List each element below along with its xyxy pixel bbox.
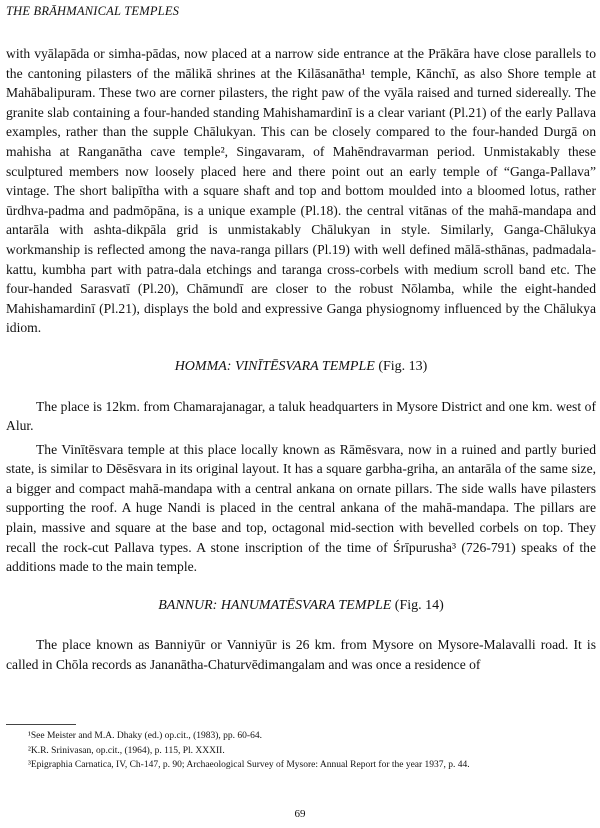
heading-bannur-ref: (Fig. 14) xyxy=(394,597,444,613)
page-number: 69 xyxy=(294,808,306,820)
heading-bannur xyxy=(6,596,596,616)
footnotes xyxy=(6,729,596,773)
footnote-divider xyxy=(6,724,76,725)
paragraph-homma-location: The place is 12km. from Chamarajanagar, a taluk headquarters in Mysore District and one km. west of Alur. xyxy=(6,398,596,434)
footnote-3: ³Epigraphia Carnatica, IV, Ch-147, p. 90; Archaeological Survey of Mysore: Annual Report for the year 1937, p. 44. xyxy=(28,760,470,770)
heading-homma-title: HOMMA: VINĪTĒSVARA TEMPLE xyxy=(174,358,375,374)
heading-bannur-title: BANNUR: HANUMATĒSVARA TEMPLE xyxy=(158,597,392,613)
heading-homma-ref: (Fig. 13) xyxy=(378,358,428,374)
footnote-1: ¹See Meister and M.A. Dhaky (ed.) op.cit., (1983), pp. 60-64. xyxy=(28,731,262,741)
footnote-2: ²K.R. Srinivasan, op.cit., (1964), p. 115, Pl. XXXII. xyxy=(28,745,225,756)
paragraph-homma-temple: The Vinītēsvara temple at this place locally known as Rāmēsvara, now in a ruined and partly buried state, is similar to Dēsēsvara in its original layout. It has a square garbha-griha, an antarāla of the same size, a bigger and compact mahā-mandapa with a central ankana on ornate pillars. The side walls have pilasters supporting the roof. A huge Nandi is placed in the central ankana of the mahā-mandapa. The pillars are plain, massive and square at the base and top, octagonal mid-section with bevelled corbels on top. They recall the rock-cut Pallava types. A stone inscription of the time of Śrīpurusha³ (726-791) speaks of the additions made to the main temple. xyxy=(6,441,596,575)
body-text xyxy=(6,44,596,675)
paragraph-sculptures: with vyālapāda or simha-pādas, now placed at a narrow side entrance at the Prākāra have close parallels to the cantoning pilasters of the mālikā shrines at the Kilāsanātha¹ temple, Kānchī, as also Shore temple at Mahābalipuram. These two are corner pilasters, the right paw of the vyāla raised and turned sidereally. The granite slab containing a four-handed standing Mahishamardinī is a clear variant (Pl.21) of the early Pallava examples, rather than the supple Chālukyan. This can be closely compared to the four-handed Durgā on mahisha at Ranganātha cave temple², Singavaram, of Mahēndravarman period. Unmistakably these sculptured members now loosely placed here and there point out an early temple of “Ganga-Pallava” vintage. The short balipītha with a square shaft and top and bottom moulded into a bloomed lotus, rather ūrdhva-padma and padmōpāna, is a unique example (Pl.18). the central vitānas of the mahā-mandapa and antarāla with ashta-dikpāla grid is unmistakably Chālukyan in style. Similarly, Ganga-Chālukya workmanship is reflected among the nava-ranga pillars (Pl.19) with well defined mālā-sthānas, padmadala-kattu, kumbha part with patra-dala etchings and taranga cross-corbels with medium scroll band etc. The four-handed Sarasvatī (Pl.20), Chāmundī are closer to the robust Nōlamba, while the eight-handed Mahishamardinī (Pl.21), displays the bold and expressive Ganga physiognomy influenced by the Chālukya idiom. xyxy=(6,46,596,336)
heading-homma xyxy=(6,357,596,377)
running-head: THE BRĀHMANICAL TEMPLES xyxy=(6,4,180,18)
paragraph-bannur: The place known as Banniyūr or Vanniyūr is 26 km. from Mysore on Mysore-Malavalli road. It is called in Chōla records as Jananātha-Chaturvēdimangalam and was once a residence of xyxy=(6,637,596,673)
